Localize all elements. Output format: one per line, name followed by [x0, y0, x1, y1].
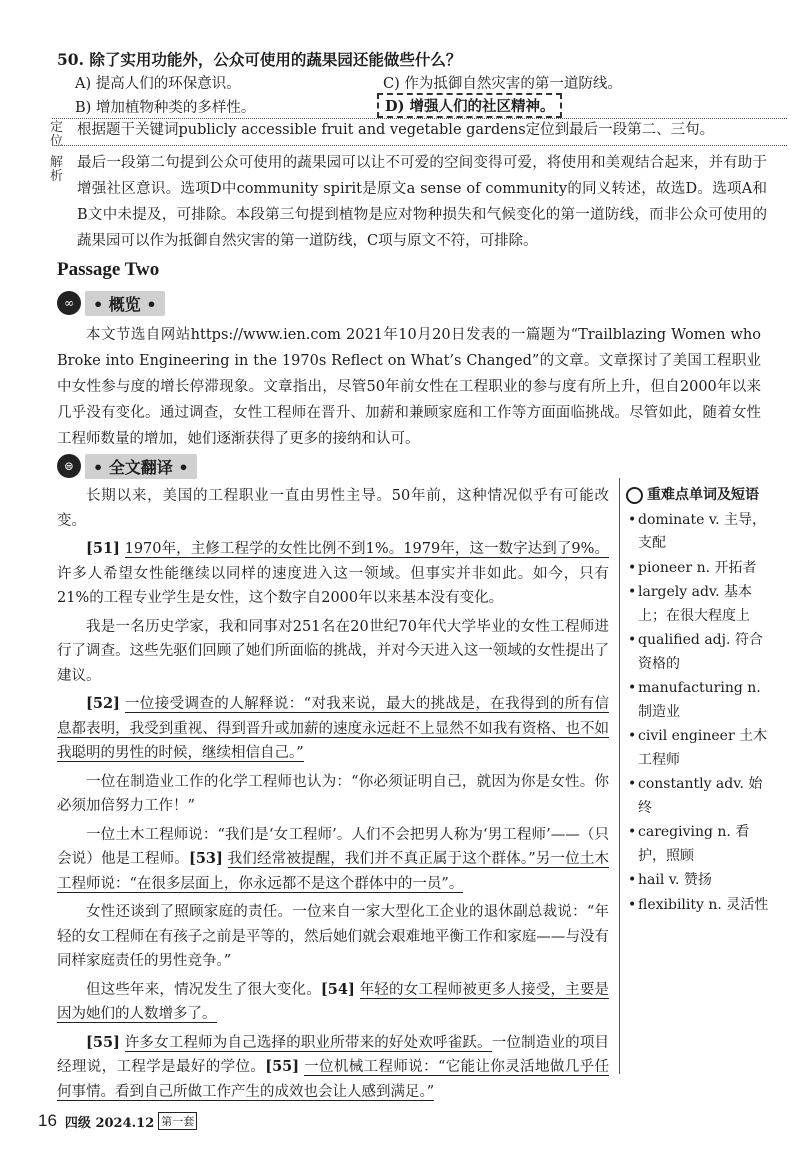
vocab-item: • caregiving n. 看护，照顾 [626, 821, 776, 868]
page-number: 16 [38, 1111, 57, 1130]
question-ref: [52] [86, 695, 120, 712]
footer-level: 四级 2024.12 [64, 1115, 155, 1131]
infinity-icon: ∞ [57, 291, 81, 315]
vocab-item: • constantly adv. 始终 [626, 773, 776, 820]
translation-icon: ⊜ [57, 454, 81, 478]
divider [52, 145, 787, 146]
question-ref: [51] [86, 540, 120, 557]
question-title: 50. 除了实用功能外，公众可使用的蔬果园还能做些什么？ [57, 50, 462, 69]
paragraph-9 [57, 1031, 609, 1105]
analysis-text: 最后一段第二句提到公众可使用的蔬果园可以让不可爱的空间变得可爱，将使用和美观结合起来，并有助于增强社区意识。选项D中community spirit是原文a sense of community的同义转述，故选D。选项A和B文中未提及，可排除。本段第三句提到植物是应对物种损失和气候变化的第一道防线，而非公众可使用的蔬果园可以作为抵御自然灾害的第一道防线，C项与原文不符，可排除。 [77, 155, 767, 249]
overview-text: 本文节选自网站https://www.ien.com 2021年10月20日发表的一篇题为“Trailblazing Women who Broke into Engineering in the 1970s Reflect on What’s Changed”的文章。文章探讨了美国工程职业中女性参与度的增长停滞现象。文章指出，尽管50年前女性在工程职业的参与度有所上升，但自2000年以来几乎没有变化。通过调查，女性工程师在晋升、加薪和兼顾家庭和工作等方面面临挑战。尽管如此，随着女性工程师数量的增加，她们逐渐获得了更多的接纳和认可。 [57, 327, 761, 447]
underlined-text: 1970年，主修工程学的女性比例不到1%。1979年，这一数字达到了9%。 [124, 541, 609, 557]
vocab-panel [626, 484, 776, 917]
paragraph-1: 长期以来，美国的工程职业一直由男性主导。50年前，这种情况似乎有可能改变。 [57, 488, 609, 529]
option-b: B) 增加植物种类的多样性。 [75, 100, 256, 116]
paragraph-8 [57, 978, 609, 1027]
passage-title: Passage Two [57, 259, 160, 280]
vocab-title-text: 重难点单词及短语 [647, 487, 759, 503]
question-ref: [55] [86, 1033, 120, 1051]
vocab-item: • manufacturing n. 制造业 [626, 677, 776, 724]
paragraph-text: 一位制造业的项目经理说，工程学是最好的学位。 [57, 1034, 610, 1075]
vocab-item: • flexibility n. 灵活性 [626, 894, 776, 918]
column-divider [619, 478, 620, 1074]
overview-banner [57, 290, 165, 316]
paragraph-4 [57, 692, 609, 766]
option-a: A) 提高人们的环保意识。 [75, 76, 241, 92]
translation-label: • 全文翻译 • [85, 454, 197, 479]
paragraph-text: 一位土木工程师说：“我们是‘女工程师’。人们不会把男人称为‘男工程师’——（只会说）他是工程师。 [57, 826, 609, 867]
underlined-text: 许多女工程师为自己选择的职业所带来的好处欢呼雀跃。 [124, 1034, 492, 1051]
underlined-text: 一位机械工程师说：“它能让你灵活地做几乎任何事情。看到自己所做工作产生的成效也会让人感到满足。” [57, 1059, 610, 1100]
underlined-text: 一位接受调查的人解释说：“对我来说，最大的挑战是，在我得到的所有信息都表明，我受到重视、得到晋升或加薪的速度永远赶不上显然不如我有资格、也不如我聪明的男性的时候，继续相信自己。” [57, 696, 609, 761]
paragraph-text: 许多人希望女性能继续以同样的速度进入这一领域。但事实并非如此。如今，只有21%的工程专业学生是女性，这个数字自2000年以来基本没有变化。 [57, 565, 609, 606]
underlined-text: 年轻的女工程师被更多人接受，主要是因为她们的人数增多了。 [57, 981, 610, 1022]
option-c: C) 作为抵御自然灾害的第一道防线。 [383, 76, 622, 92]
vocab-item: • qualified adj. 符合资格的 [626, 629, 776, 676]
locate-tag: 定位 [50, 120, 64, 149]
vocab-item: • dominate v. 主导，支配 [626, 509, 776, 556]
paragraph-2 [57, 537, 609, 611]
underlined-text: 我们经常被提醒，我们并不真正属于这个群体。”另一位土木工程师说：“在很多层面上，你永远都不是这个群体中的一员”。 [57, 851, 609, 892]
question-ref: [54] [320, 980, 355, 998]
option-d-answer: D) 增强人们的社区精神。 [377, 93, 562, 118]
paragraph-7: 女性还谈到了照顾家庭的责任。一位来自一家大型化工企业的退休副总裁说：“年轻的女工程师在有孩子之前是平等的，然后她们就会艰难地平衡工作和家庭——与没有同样家庭责任的男性竞争。” [57, 904, 609, 969]
paragraph-6 [57, 823, 609, 897]
question-ref: [55] [265, 1058, 300, 1075]
locate-text: 根据题干关键词publicly accessible fruit and vegetable gardens定位到最后一段第二、三句。 [77, 122, 715, 138]
target-icon [626, 487, 643, 504]
paragraph-5: 一位在制造业工作的化学工程师也认为：“你必须证明自己，就因为你是女性。你必须加倍努力工作！” [57, 773, 609, 814]
paragraph-3: 我是一名历史学家，我和同事对251名在20世纪70年代大学毕业的女性工程师进行了调查。这些先驱们回顾了她们所面临的挑战，并对今天进入这一领域的女性提出了建议。 [57, 618, 609, 684]
analysis-tag: 解析 [50, 155, 64, 184]
footer-tag: 第一套 [158, 1112, 197, 1130]
translation-banner [57, 453, 197, 479]
paragraph-text: 但这些年来，情况发生了很大变化。 [86, 981, 321, 998]
page-footer [38, 1111, 197, 1131]
translation-body [57, 484, 609, 1104]
vocab-item: • pioneer n. 开拓者 [626, 557, 776, 581]
vocab-item: • civil engineer 土木工程师 [626, 725, 776, 772]
vocab-item: • hail v. 赞扬 [626, 869, 776, 893]
vocab-title [626, 484, 776, 508]
overview-label: • 概览 • [85, 291, 165, 316]
question-ref: [53] [188, 850, 223, 867]
vocab-item: • largely adv. 基本上；在很大程度上 [626, 581, 776, 628]
